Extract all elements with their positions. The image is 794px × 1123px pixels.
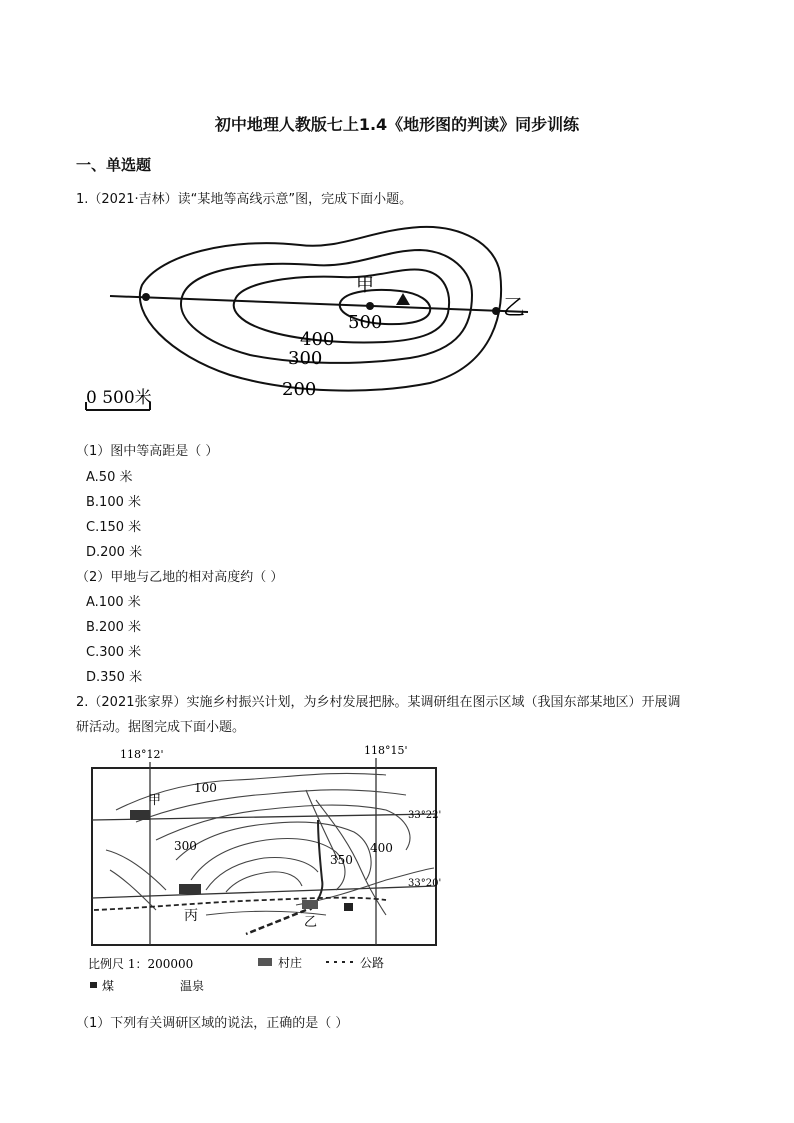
label-yi: 乙 [503, 296, 526, 321]
q2-sub1-stem: （1）下列有关调研区域的说法，正确的是（ ） [76, 1016, 349, 1031]
legend-spring-label: 温泉 [180, 979, 205, 993]
contour-label-500: 500 [348, 312, 383, 333]
road-line-1 [94, 898, 386, 910]
label-bing: 丙 [184, 908, 198, 924]
page-title: 初中地理人教版七上1.4《地形图的判读》同步训练 [214, 115, 580, 134]
legend-coal-label: 煤 [102, 979, 115, 993]
village-jia [130, 810, 150, 820]
contour-label-100: 100 [194, 781, 217, 795]
q1-sub1-option-b[interactable]: B.100 米 [86, 495, 141, 510]
q1-sub2-option-d[interactable]: D.350 米 [86, 670, 143, 685]
scale-text: 比例尺 1：200000 [88, 957, 194, 971]
contour-map-1 [86, 215, 540, 415]
q1-sub1-stem: （1）图中等高距是（ ） [76, 444, 219, 459]
section-heading: 一、单选题 [76, 156, 152, 174]
topographic-map-2 [86, 740, 456, 995]
legend-village-label: 村庄 [278, 956, 303, 970]
label-jia: 甲 [356, 275, 374, 296]
contour-label-400: 400 [370, 841, 393, 855]
lon-label-left: 118°12' [120, 748, 164, 761]
legend-road-label: 公路 [360, 956, 385, 970]
q1-sub2-stem: （2）甲地与乙地的相对高度约（ ） [76, 570, 284, 585]
point-left [142, 293, 150, 301]
lat-label-bottom: 33°20' [408, 878, 442, 889]
question-1-stem: 1.（2021·吉林）读“某地等高线示意”图，完成下面小题。 [76, 192, 413, 207]
peak-triangle-icon [396, 293, 410, 305]
parallel-bottom [92, 886, 436, 898]
lon-label-right: 118°15' [364, 744, 408, 757]
q1-sub2-option-a[interactable]: A.100 米 [86, 595, 141, 610]
q1-sub1-option-d[interactable]: D.200 米 [86, 545, 143, 560]
legend-village-symbol [258, 958, 272, 966]
label-yi: 乙 [304, 915, 318, 930]
river-line [310, 820, 322, 910]
point-yi [492, 307, 500, 315]
scale-label: 0 500米 [86, 388, 152, 408]
contour-label-400: 400 [300, 329, 335, 350]
profile-line [110, 296, 528, 312]
contour-label-350: 350 [330, 853, 353, 867]
coal-site [344, 903, 353, 911]
contour-400 [234, 270, 449, 343]
q1-sub2-option-b[interactable]: B.200 米 [86, 620, 141, 635]
village-yi [302, 900, 318, 909]
road-line-2 [246, 910, 306, 934]
contour-label-300: 300 [288, 348, 323, 369]
q1-sub1-option-a[interactable]: A.50 米 [86, 470, 133, 485]
question-2-stem-line1: 2.（2021张家界）实施乡村振兴计划，为乡村发展把脉。某调研组在图示区域（我国东部某地区）开展调 [76, 695, 681, 710]
contour-label-300: 300 [174, 839, 197, 853]
lat-label-top: 33°22' [408, 810, 442, 821]
contour-label-200: 200 [282, 379, 317, 400]
q1-sub1-option-c[interactable]: C.150 米 [86, 520, 142, 535]
point-jia [366, 302, 374, 310]
question-2-stem-line2: 研活动。据图完成下面小题。 [76, 720, 246, 735]
q1-sub2-option-c[interactable]: C.300 米 [86, 645, 142, 660]
label-jia: 甲 [148, 793, 162, 808]
village-bing [179, 884, 201, 894]
legend-coal-symbol [90, 982, 97, 988]
